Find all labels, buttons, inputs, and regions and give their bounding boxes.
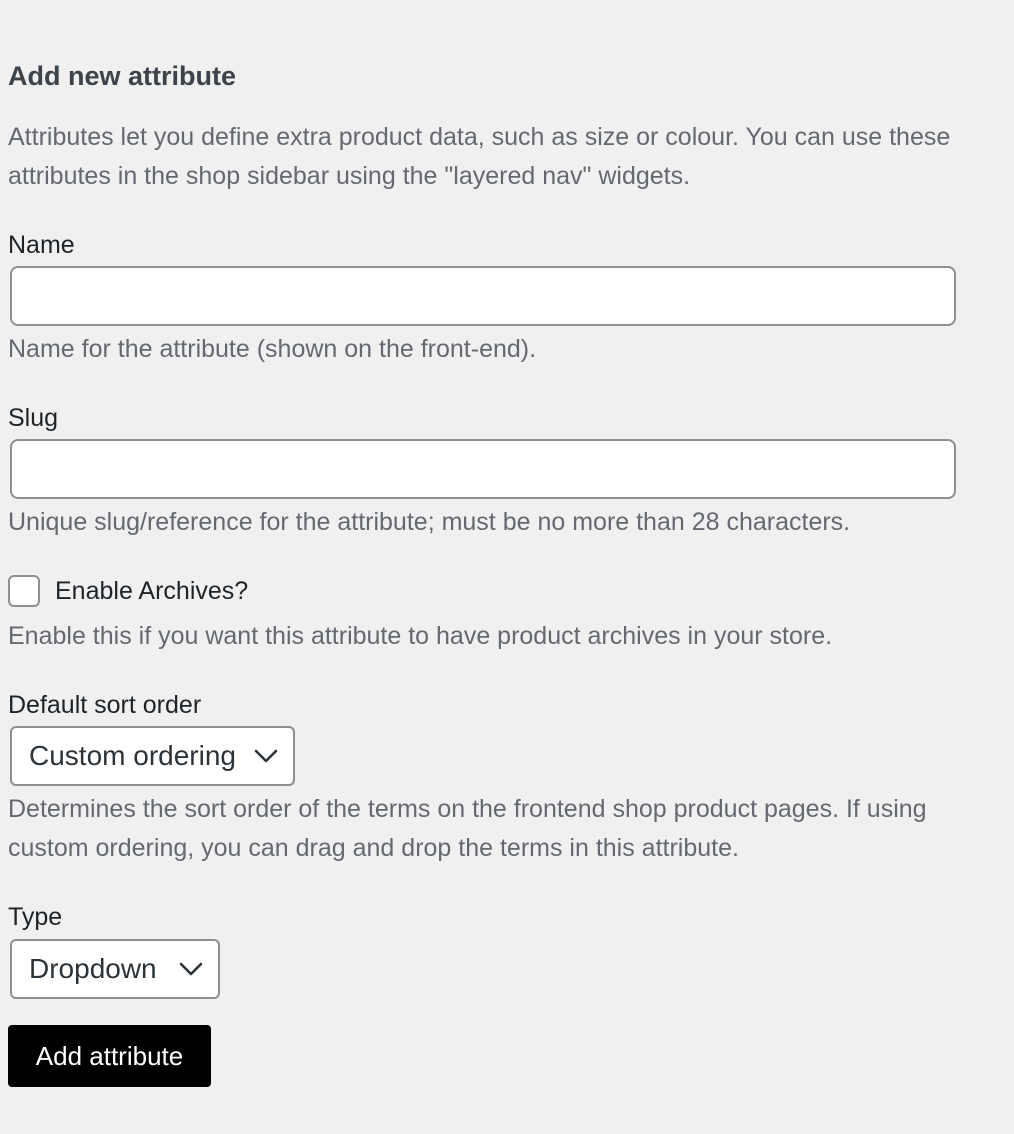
enable-archives-label[interactable]: Enable Archives? — [55, 577, 249, 605]
form-heading: Add new attribute — [8, 61, 236, 91]
add-attribute-button[interactable]: Add attribute — [8, 1025, 211, 1087]
name-label: Name — [8, 231, 75, 259]
type-label: Type — [8, 903, 63, 931]
sort-order-selected: Custom ordering — [29, 740, 236, 771]
name-input[interactable] — [10, 266, 956, 326]
chevron-down-icon — [253, 746, 279, 766]
enable-archives-help: Enable this if you want this attribute to have product archives in your store. — [8, 622, 833, 650]
slug-help: Unique slug/reference for the attribute; must be no more than 28 characters. — [8, 508, 851, 536]
slug-label: Slug — [8, 404, 59, 432]
type-select[interactable] — [10, 939, 220, 999]
chevron-down-icon — [178, 959, 204, 979]
sort-order-select[interactable] — [10, 726, 295, 786]
sort-order-label: Default sort order — [8, 691, 202, 719]
form-intro: Attributes let you define extra product data, such as size or colour. You can use these attributes in the shop sidebar using the "layered nav" widgets. — [8, 123, 951, 190]
slug-input[interactable] — [10, 439, 956, 499]
name-help: Name for the attribute (shown on the front-end). — [8, 335, 537, 363]
sort-order-help: Determines the sort order of the terms on the frontend shop product pages. If using custom ordering, you can drag and drop the terms in this attribute. — [8, 795, 927, 862]
enable-archives-checkbox[interactable] — [8, 575, 40, 607]
type-selected: Dropdown — [29, 953, 157, 984]
